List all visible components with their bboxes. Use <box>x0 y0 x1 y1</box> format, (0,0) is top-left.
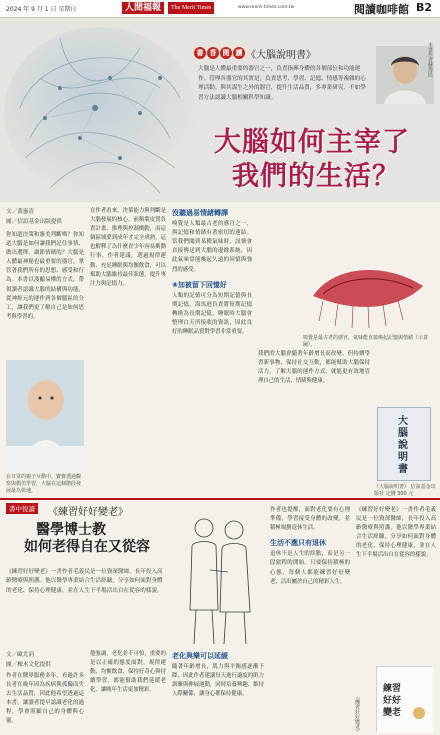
bottom-column-1: 文／歐尤涓 圖／橡木文化提供 作者在醫界服務多年，看過許多長者在晚年因為疾病與孤獨而失去生活品質，因此他希望透過這本書，讓讀者提早認識老化的過程，學會照顧自己的身體與心靈。 <box>6 652 84 725</box>
subhead-wish: 生活不應只有退休 <box>270 539 326 548</box>
bottom-byline-author: 文／歐尤涓 <box>6 652 34 658</box>
book-cover-brain[interactable] <box>377 407 431 481</box>
bottom-column-2: 他強調，老化並不可怕，重要的是以正確的態度面對。規律運動、均衡飲食、保持好奇心與持續學習，都能幫助我們延緩老化，讓晚年生活更加精彩。 <box>90 651 166 694</box>
book-title: 《大腦說明書》 <box>246 50 316 61</box>
bottom-column-3: 老化與樂可以延緩 隨著年齡增長，肌力與平衡感逐漸下降，因此作者建議每天進行適度的肌力訓練與伸展運動，同時培養興趣、維持人際關係，讓身心都保持健康。 <box>172 652 264 698</box>
article-intro: 大腦是人體最重要的器官之一，負責指揮身體的各個部位和功能運作。管理各器官的其實是，負責思考、學習、記憶、情感等複雜的心理活動。與其謀生之外的器官，提升生活品質，多專業研究、不如學習方法認識大腦相關科學知識。 <box>198 66 366 101</box>
sea-creature-caption: 嗅覺是最古老的感官，氣味能直接喚起記憶與情緒（示意圖）。 <box>303 335 429 348</box>
bottom-byline-image: 圖／橡木文化提供 <box>6 662 51 668</box>
article-column-3: 沒聽過易情緒轉譯 嗅覺是人類最古老的感官之一，與記憶和情緒有著密切的連結。當我們聞到某種氣味時，訊號會直接傳送到大腦的邊緣系統，因此氣味常能喚起久遠的回憶與強烈的感受。 ❀加被留下回憶好 人類的記憶可分為短期記憶與長期記憶，海馬迴負責將短期記憶轉換為長期記憶。睡眠時大腦會整理白天所接收的資訊，因此良好的睡眠品質對學習非常重要。 <box>172 209 252 336</box>
subhead-memory: ❀加被留下回憶好 <box>172 280 227 289</box>
subhead-smell: 沒聽過易情緒轉譯 <box>172 209 228 217</box>
bottom-book-title: 《練習好好變老》 <box>48 507 128 518</box>
feature-panel <box>0 18 440 202</box>
bottom-column-4: 作者也提醒，面對老化要有心理準備，學習接受身體的改變，並積極規劃退休生活。 生活不應只有退休 退休不是人生的終點，而是另一段旅程的開始。只要保持積極的心態，每個人都能練習好好變老，活出屬於自己的精彩人生。 <box>270 507 350 585</box>
author-photo-caption: 本書作者蘇偉民 <box>427 42 433 77</box>
book-cover-title: 大腦說明書 <box>398 416 408 475</box>
masthead-logo[interactable] <box>122 2 214 14</box>
bottom-headline-line-2: 如何老得自在又從容 <box>24 539 150 555</box>
logo-chinese: 人間福報 <box>122 2 164 14</box>
article-column-1: 文／黃惠清 圖／信誼基金出版提供 你知道決策和審美判斷嗎？你知道大腦是如何讓我們記住事情、做出選擇、調節情緒的？大腦是人體最神秘也最重要的器官，掌管著我們所有的思想、感受和行為。本書以淺顯易懂的方式，帶領讀者認識大腦的結構與功能，從神經元的運作到各個腦區的分工，讓我們更了解自己是如何思考與學習的。 <box>6 209 84 320</box>
headline-line-1: 大腦如何主宰了 <box>214 127 410 158</box>
logo-english: The Merit Times <box>168 2 214 14</box>
svg-text:變老: 變老 <box>383 708 402 718</box>
bottom-column-5: 《練習好好變老》一書作者毛義民是一位資深醫師，長年投入高齡醫療與照護。他以醫學專業結合生活經驗，分享如何面對身體的老化、保持心理健康，並在人生下半場活出自在從容的樣貌。 <box>356 507 436 559</box>
baby-photo <box>6 360 84 472</box>
column-badge: 書 香 閱 讀 <box>194 47 245 59</box>
section-title: 閱讀咖啡館 <box>354 3 409 16</box>
byline-image: 圖／信誼基金出版提供 <box>6 219 62 225</box>
svg-text:練習: 練習 <box>383 684 402 694</box>
bottom-intro: 《練習好好變老》一書作者毛義民是一位資深醫師，長年投入高齡醫療與照護。他以醫學專業結合生活經驗，分享如何面對身體的老化、保持心理健康，並在人生下半場活出自在從容的樣貌。 <box>6 569 163 594</box>
book-cover-caption: 《大腦說明書》 信誼基金出版社 定價 300 元 <box>374 484 436 497</box>
book-cover-aging[interactable] <box>376 666 432 732</box>
subhead-life: 老化與樂可以延緩 <box>172 652 228 660</box>
bottom-headline-line-1: 醫學博士教 <box>36 522 106 538</box>
issue-date: 2024 年 9 月 1 日 星期日 <box>6 6 77 13</box>
column-tag: 書中悅讀 <box>6 503 38 514</box>
sea-creature-illustration <box>303 246 437 334</box>
book-cover-aging-caption: 《練習好好變老》 <box>354 694 360 734</box>
svg-text:好好: 好好 <box>383 696 402 706</box>
elderly-couple-illustration <box>170 500 266 650</box>
main-headline <box>214 126 410 194</box>
article-column-4: 我們的大腦會隨著年齡增長而改變，但持續學習新事物、保持社交互動，都能幫助大腦保持活力。了解大腦的運作方式，就能更有效地管理自己的生活、情緒與健康。 <box>258 351 370 385</box>
website-url[interactable]: www.merit-times.com.tw <box>238 5 295 10</box>
bottom-headline <box>24 522 150 556</box>
article-column-2: 在作者看來，決策能力與判斷是大腦發展的核心。前額葉皮質負責計畫、推理與控制衝動，而這個區域要到成年才完全成熟。這也解釋了為什麼青少年容易衝動行事。作者建議，透過規律運動、充足睡眠與均衡飲食，可以幫助大腦維持最佳狀態，提升專注力與記憶力。 <box>90 208 166 287</box>
byline-author: 文／黃惠清 <box>6 209 34 215</box>
baby-photo-caption: 在日常的親子互動中，寶寶透過觀察與模仿學習，大腦在這個階段發展最為快速。 <box>6 474 82 494</box>
page-header <box>0 0 440 18</box>
page-number: B2 <box>416 1 433 14</box>
headline-line-2: 我們的生活？ <box>232 161 400 192</box>
